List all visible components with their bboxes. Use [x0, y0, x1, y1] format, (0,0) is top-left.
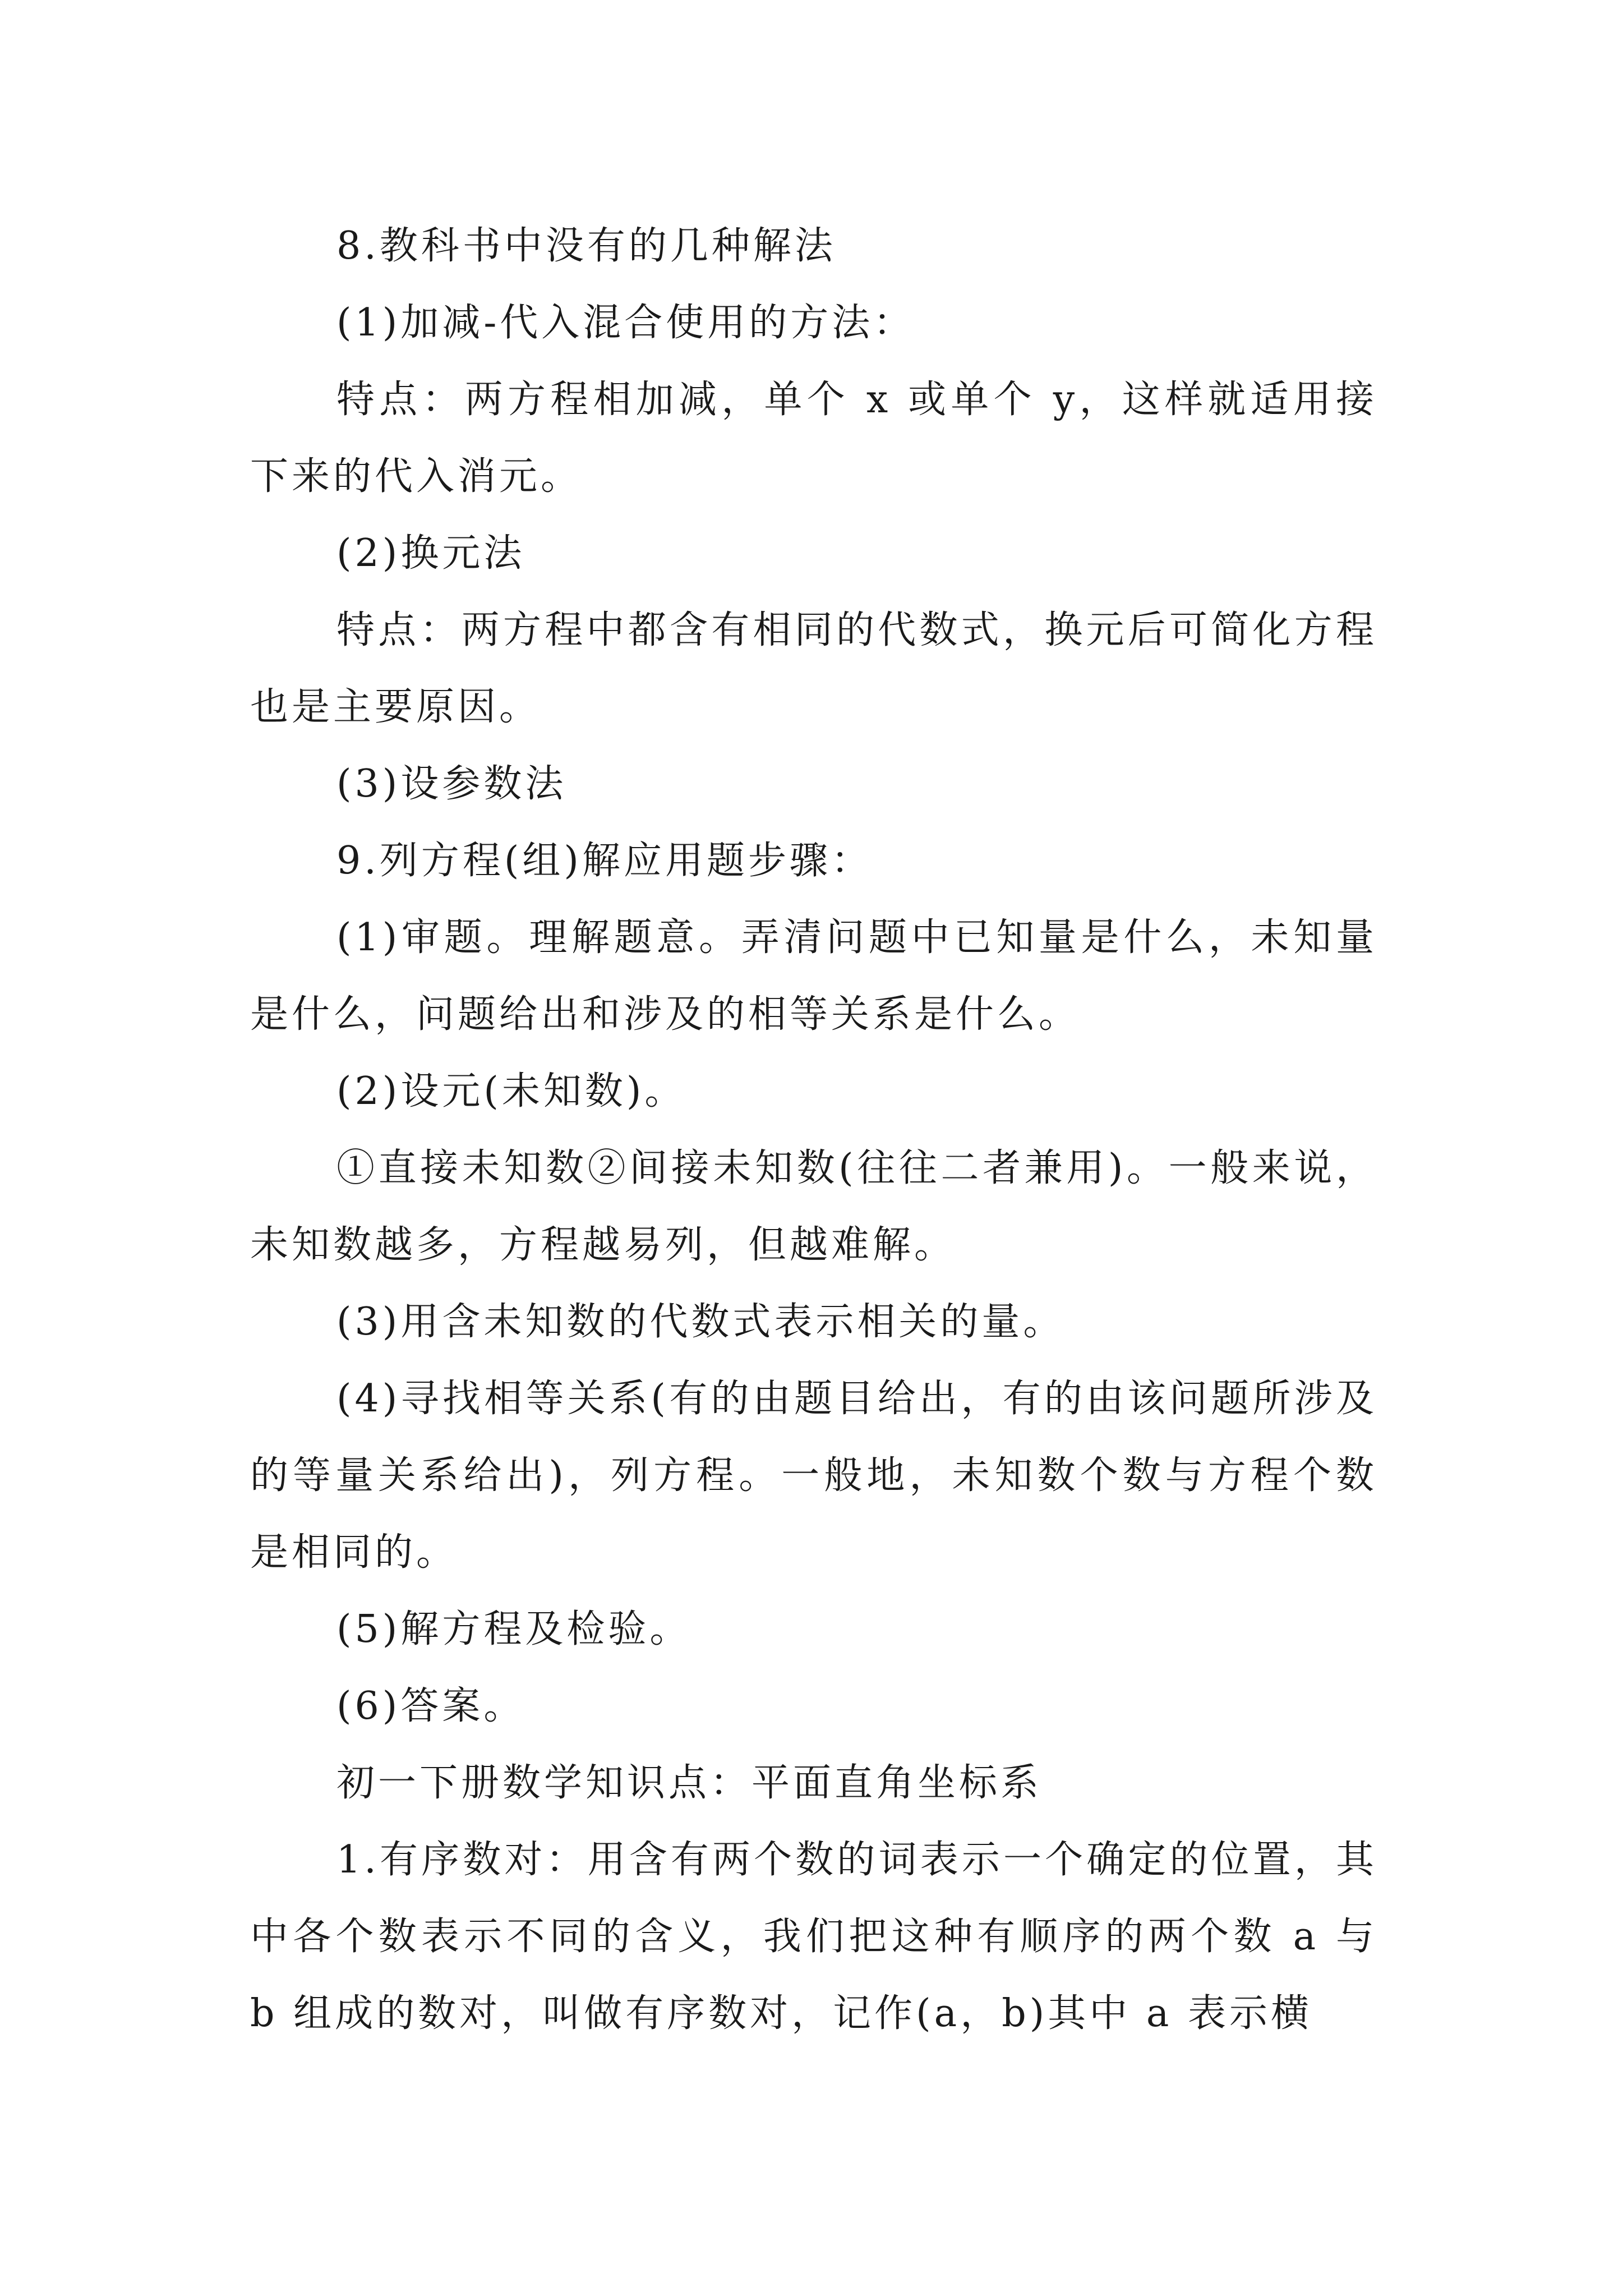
paragraph-unknowns-note: ①直接未知数②间接未知数(往往二者兼用)。一般来说，未知数越多，方程越易列，但越难解。	[250, 1146, 1377, 1267]
paragraph-feature-1: 特点：两方程相加减，单个 x 或单个 y，这样就适用接下来的代入消元。	[250, 378, 1377, 499]
step-solve-check: (5)解方程及检验。	[336, 1607, 691, 1651]
step-answer: (6)答案。	[336, 1684, 525, 1728]
document-body	[250, 208, 1377, 2052]
step-express-quantities: (3)用含未知数的代数式表示相关的量。	[336, 1300, 1065, 1344]
paragraph-feature-2: 特点：两方程中都含有相同的代数式，换元后可简化方程也是主要原因。	[250, 608, 1377, 729]
heading-word-problem-steps: 9.列方程(组)解应用题步骤：	[336, 839, 873, 883]
heading-coordinate-system: 初一下册数学知识点：平面直角坐标系	[336, 1761, 1043, 1805]
item-parameter-method: (3)设参数法	[336, 762, 567, 806]
item-substitution-method: (2)换元法	[336, 531, 525, 576]
step-find-equality: (4)寻找相等关系(有的由题目给出，有的由该问题所涉及的等量关系给出)，列方程。一般地，未知数个数与方程个数是相同的。	[250, 1377, 1377, 1575]
heading-textbook-methods: 8.教科书中没有的几种解法	[336, 224, 836, 268]
paragraph-ordered-pair: 1.有序数对：用含有两个数的词表示一个确定的位置，其中各个数表示不同的含义，我们把这种有顺序的两个数 a 与 b 组成的数对，叫做有序数对，记作(a，b)其中 a 表示横	[250, 1838, 1377, 2036]
item-add-subtract-substitute: (1)加减-代入混合使用的方法：	[336, 301, 915, 345]
step-set-unknowns: (2)设元(未知数)。	[336, 1069, 686, 1114]
step-read-problem: (1)审题。理解题意。弄清问题中已知量是什么，未知量是什么，问题给出和涉及的相等关系是什么。	[250, 915, 1377, 1037]
